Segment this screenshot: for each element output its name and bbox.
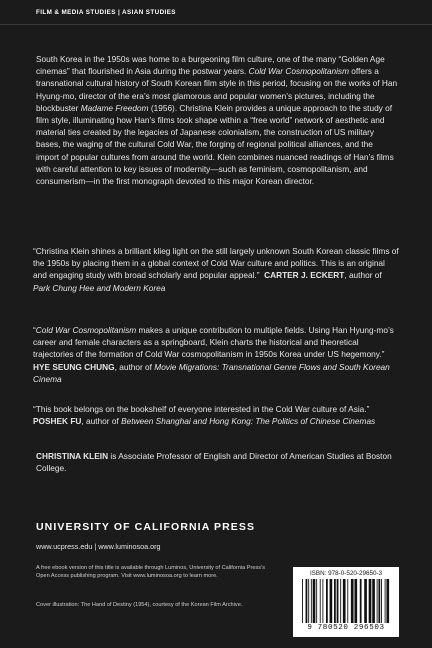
barcode-bar <box>337 579 339 623</box>
publisher-websites: www.ucpress.edu | www.luminosoa.org <box>36 542 161 551</box>
barcode-bar <box>378 579 380 623</box>
blurb-author-prefix: , author of <box>344 270 382 281</box>
barcode-bar <box>351 579 354 623</box>
blurb-author-work: Between Shanghai and Hong Kong: The Politics of Chinese Cinemas <box>121 416 376 427</box>
barcode-bar <box>385 579 386 623</box>
description-sentence: South Korea in the 1950s was home to a burgeoning film culture, one of the many “Golden Age cinemas” that flourished in Asia during the postwar years. <box>36 54 385 77</box>
barcode-bar <box>347 579 348 623</box>
barcode-bar <box>354 579 357 623</box>
blurb-eckert <box>33 245 399 294</box>
book-title: Cold War Cosmopolitanism <box>248 66 349 77</box>
barcode-bar <box>311 579 312 623</box>
publisher-name: UNIVERSITY OF CALIFORNIA PRESS <box>36 521 256 533</box>
blurb-author: HYE SEUNG CHUNG <box>33 361 115 372</box>
blurb-text: “This book belongs on the bookshelf of everyone interested in the Cold War culture of Asia.” <box>33 404 370 414</box>
barcode-bar <box>372 579 375 623</box>
barcode-bar <box>313 579 316 623</box>
barcode-bar <box>386 579 389 623</box>
author-name: CHRISTINA KLEIN <box>36 451 109 461</box>
description-text: offers a transnational cultural history of South Korean film style in this period, focusing on the works of Han Hyung-mo, director of the era’s most glamorous and popular women’s pictures, including the blockbuster <box>36 66 398 113</box>
blurb-text: makes a unique contribution to multiple fields. Using Han Hyung-mo’s career and female characters as a springboard, Klein charts the historical and theoretical trajectories of the formation of Cold War cosmopolitanism in 1950s Korea under US hegemony.” <box>33 325 394 360</box>
author-bio-text: is Associate Professor of English and Director of American Studies at Boston College. <box>36 451 392 474</box>
blurb-author-prefix: , author of <box>81 416 122 427</box>
barcode-bar <box>377 579 378 623</box>
cover-credit-suffix: (1954), courtesy of the Korean Film Archive. <box>131 602 243 608</box>
barcode-bar <box>364 579 367 623</box>
blurb-chung <box>33 324 399 385</box>
description-text-continued: (1956). Christina Klein provides a unique approach to the study of film style, illuminating how Han’s films took shape within a “free world” network of aesthetic and material ties created by the legacies of Japanese colonialism, the construction of US military bases, the waging of the cultural Cold War, the forging of regional political alliances, and the import of popular cultures from around the world. Klein combines nuanced readings of Han’s films with careful attention to key issues of modernity—such as feminism, cosmopolitanism, and consumerism—in the first monograph devoted to this major Korean director. <box>36 102 394 187</box>
blurb-open-quote: “ <box>33 325 36 335</box>
barcode-bar <box>369 579 372 623</box>
barcode-bars <box>302 579 390 623</box>
blurb-author-work: Park Chung Hee and Modern Korea <box>33 282 166 293</box>
barcode-bar <box>381 579 382 623</box>
film-title: Madame Freedom <box>80 102 149 113</box>
barcode-bar <box>308 579 309 623</box>
barcode-bar <box>320 579 321 623</box>
book-description <box>36 53 398 187</box>
header-divider <box>0 24 432 25</box>
barcode-bar <box>302 579 303 623</box>
barcode-bar <box>360 579 362 623</box>
barcode-bar <box>343 579 346 623</box>
blurb-author: POSHEK FU <box>33 416 82 427</box>
ean-digits: 9 780520 296503 <box>307 624 385 632</box>
barcode-bar <box>340 579 341 623</box>
blurb-fu <box>33 403 399 427</box>
blurb-author-prefix: , author of <box>114 361 155 372</box>
isbn-label: ISBN: 978-0-520-29650-3 <box>309 570 383 577</box>
cover-credit-prefix: Cover illustration: <box>36 602 81 608</box>
blurb-text: “Christina Klein shines a brilliant klieg light on the still largely unknown South Korean classic films of the 1950s by placing them in a global context of Cold War culture and politics. This is an original and engaging study with broad scholarly and popular appeal.” <box>33 246 399 281</box>
subject-category: FILM & MEDIA STUDIES | ASIAN STUDIES <box>36 9 176 16</box>
barcode-bar <box>306 579 308 623</box>
barcode-bar <box>316 579 317 623</box>
barcode-bar <box>334 579 336 623</box>
blurb-author-work: Movie Migrations: Transnational Genre Flows and South Korean Cinema <box>33 361 390 384</box>
cover-credit-work: The Hand of Destiny <box>80 602 132 608</box>
blurb-book-title: Cold War Cosmopolitanism <box>35 325 137 335</box>
barcode-bar <box>326 579 328 623</box>
open-access-note: A free ebook version of this title is available through Luminos, University of California Press’s Open Access publishing program. Visit www.luminosoa.org to learn more. <box>36 565 266 579</box>
cover-credit <box>36 602 266 610</box>
author-bio <box>36 450 398 474</box>
barcode-bar <box>322 579 323 623</box>
blurb-author: CARTER J. ECKERT <box>264 270 345 281</box>
barcode-bar <box>330 579 333 623</box>
barcode <box>293 567 399 637</box>
